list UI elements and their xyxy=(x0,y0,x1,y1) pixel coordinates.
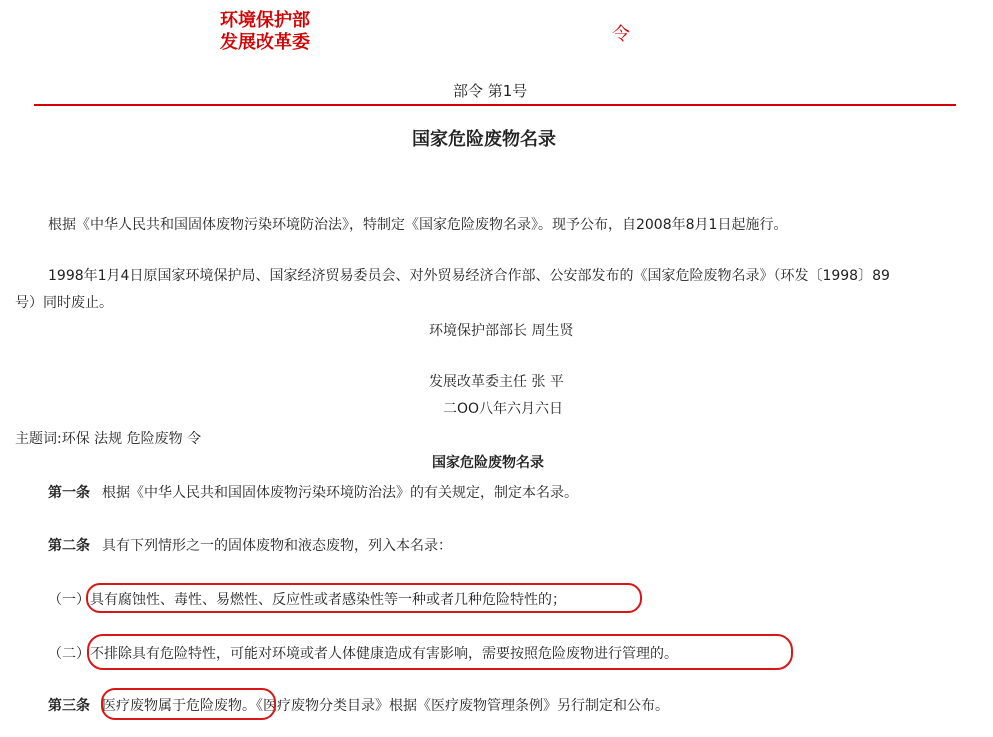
highlight-oval-article-3 xyxy=(101,688,276,720)
item-1-text: 具有腐蚀性、毒性、易燃性、反应性或者感染性等一种或者几种危险特性的； xyxy=(90,592,566,608)
highlight-oval-item-1 xyxy=(86,583,642,613)
issuer-line-1: 环境保护部 xyxy=(220,10,310,31)
header-divider xyxy=(34,104,956,106)
keywords: 主题词:环保 法规 危险废物 令 xyxy=(15,431,202,447)
paragraph-2-line-1: 1998年1月4日原国家环境保护局、国家经济贸易委员会、对外贸易经济合作部、公安部发布的《国家危险废物名录》（环发〔1998〕89 xyxy=(48,268,890,284)
article-3-text: 。《医疗废物分类目录》根据《医疗废物管理条例》另行制定和公布。 xyxy=(242,698,669,714)
signature-director: 发展改革委主任 张 平 xyxy=(429,374,564,390)
decree-number: 部令 第1号 xyxy=(453,82,528,100)
item-2-text: 不排除具有危险特性，可能对环境或者人体健康造成有害影响，需要按照危险废物进行管理的。 xyxy=(90,646,678,662)
issuer-block xyxy=(220,10,310,54)
signature-date: 二OO八年六月六日 xyxy=(443,401,564,417)
paragraph-1: 根据《中华人民共和国固体废物污染环境防治法》，特制定《国家危险废物名录》。现予公布，自2008年8月1日起施行。 xyxy=(48,217,788,233)
document-title: 国家危险废物名录 xyxy=(412,129,556,150)
article-1-label: 第一条 xyxy=(48,485,90,501)
article-2-text: 具有下列情形之一的固体废物和液态废物，列入本名录： xyxy=(102,538,452,554)
article-3-highlight: 医疗废物属于危险废物 xyxy=(102,698,242,714)
article-1 xyxy=(48,482,578,504)
paragraph-2-line-2: 号）同时废止。 xyxy=(15,295,113,311)
article-2 xyxy=(48,535,452,557)
issuer-line-2: 发展改革委 xyxy=(220,32,310,53)
list-title: 国家危险废物名录 xyxy=(432,455,544,471)
decree-char: 令 xyxy=(612,24,630,45)
article-3-label: 第三条 xyxy=(48,698,90,714)
item-1-number: （一） xyxy=(48,592,90,608)
signature-minister: 环境保护部部长 周生贤 xyxy=(429,323,574,339)
item-2-number: （二） xyxy=(48,646,90,662)
article-1-text: 根据《中华人民共和国固体废物污染环境防治法》的有关规定，制定本名录。 xyxy=(102,485,578,501)
article-2-label: 第二条 xyxy=(48,538,90,554)
highlight-oval-item-2 xyxy=(87,634,793,670)
